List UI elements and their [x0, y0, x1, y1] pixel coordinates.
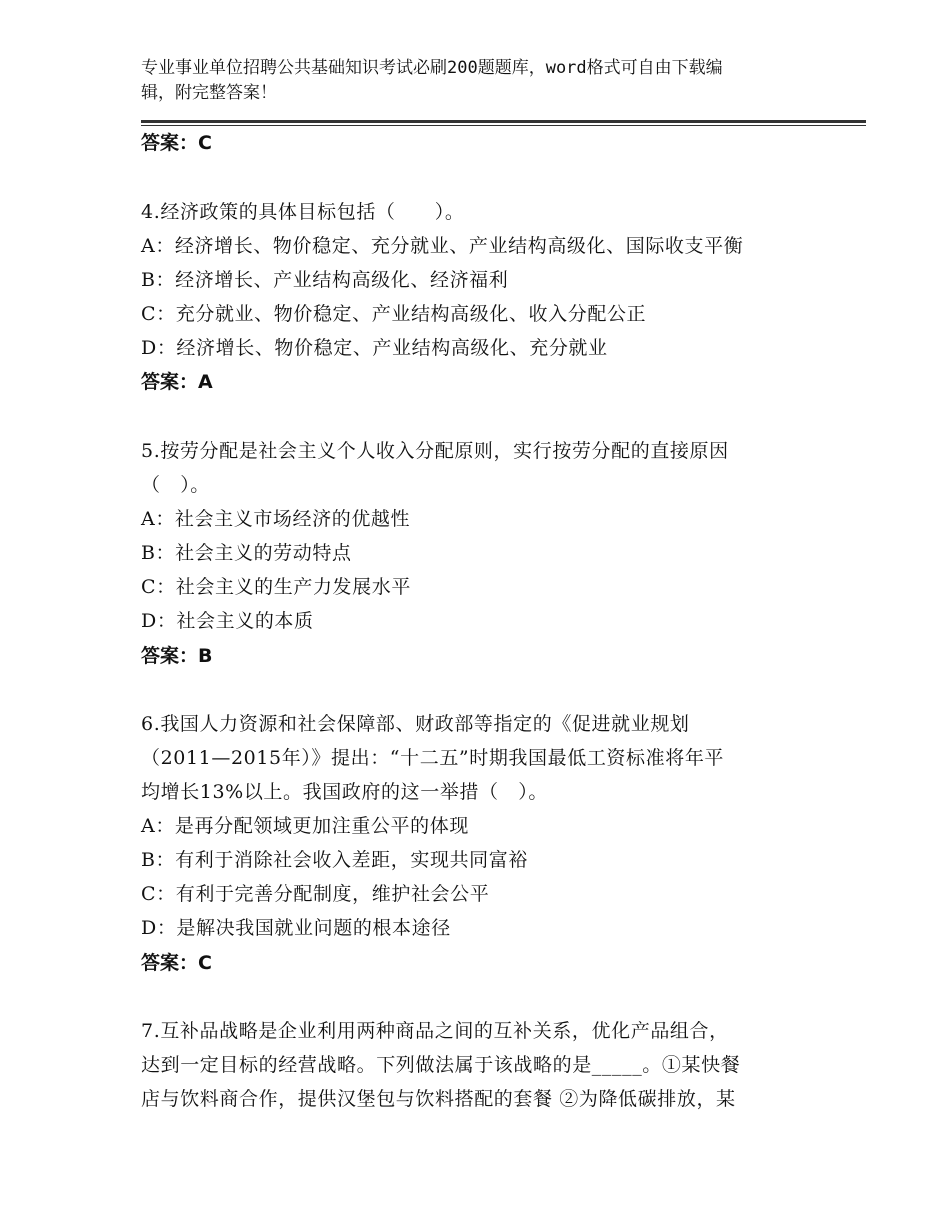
answer: 答案：A	[141, 371, 213, 393]
header-rule-thin	[141, 125, 866, 126]
question-stem-line: 店与饮料商合作，提供汉堡包与饮料搭配的套餐 ②为降低碳排放，某	[141, 1088, 736, 1110]
option-b: B：经济增长、产业结构高级化、经济福利	[141, 269, 509, 291]
question-stem-line: 5.按劳分配是社会主义个人收入分配原则，实行按劳分配的直接原因	[141, 440, 729, 462]
question-stem-line: 7.互补品战略是企业利用两种商品之间的互补关系，优化产品组合，	[141, 1020, 729, 1042]
option-d: D：经济增长、物价稳定、产业结构高级化、充分就业	[141, 337, 608, 359]
question-stem: 4.经济政策的具体目标包括（ ）。	[141, 201, 465, 223]
option-d: D：社会主义的本质	[141, 610, 314, 632]
option-a: A：是再分配领域更加注重公平的体现	[141, 815, 469, 837]
page-header	[141, 56, 801, 106]
option-a: A：社会主义市场经济的优越性	[141, 508, 411, 530]
question-stem-line: 均增长13%以上。我国政府的这一举措（ ）。	[141, 781, 548, 803]
option-d: D：是解决我国就业问题的根本途径	[141, 917, 451, 939]
option-a: A：经济增长、物价稳定、充分就业、产业结构高级化、国际收支平衡	[141, 235, 744, 257]
header-line-2: 辑，附完整答案！	[141, 83, 277, 103]
header-line-1: 专业事业单位招聘公共基础知识考试必刷200题题库，word格式可自由下载编	[141, 58, 723, 78]
option-c: C：充分就业、物价稳定、产业结构高级化、收入分配公正	[141, 303, 647, 325]
header-rule-thick	[141, 120, 866, 123]
answer: 答案：C	[141, 952, 212, 974]
option-c: C：有利于完善分配制度，维护社会公平	[141, 883, 490, 905]
option-c: C：社会主义的生产力发展水平	[141, 576, 411, 598]
option-b: B：社会主义的劳动特点	[141, 542, 352, 564]
question-stem-line: 达到一定目标的经营战略。下列做法属于该战略的是_____。①某快餐	[141, 1054, 741, 1076]
question-stem-line: （2011—2015年）》提出：“十二五”时期我国最低工资标准将年平	[141, 747, 725, 769]
question-stem-line: 6.我国人力资源和社会保障部、财政部等指定的《促进就业规划	[141, 713, 690, 735]
previous-answer: 答案：C	[141, 132, 212, 154]
question-stem-line: （ ）。	[141, 474, 210, 496]
answer: 答案：B	[141, 645, 213, 667]
option-b: B：有利于消除社会收入差距，实现共同富裕	[141, 849, 528, 871]
